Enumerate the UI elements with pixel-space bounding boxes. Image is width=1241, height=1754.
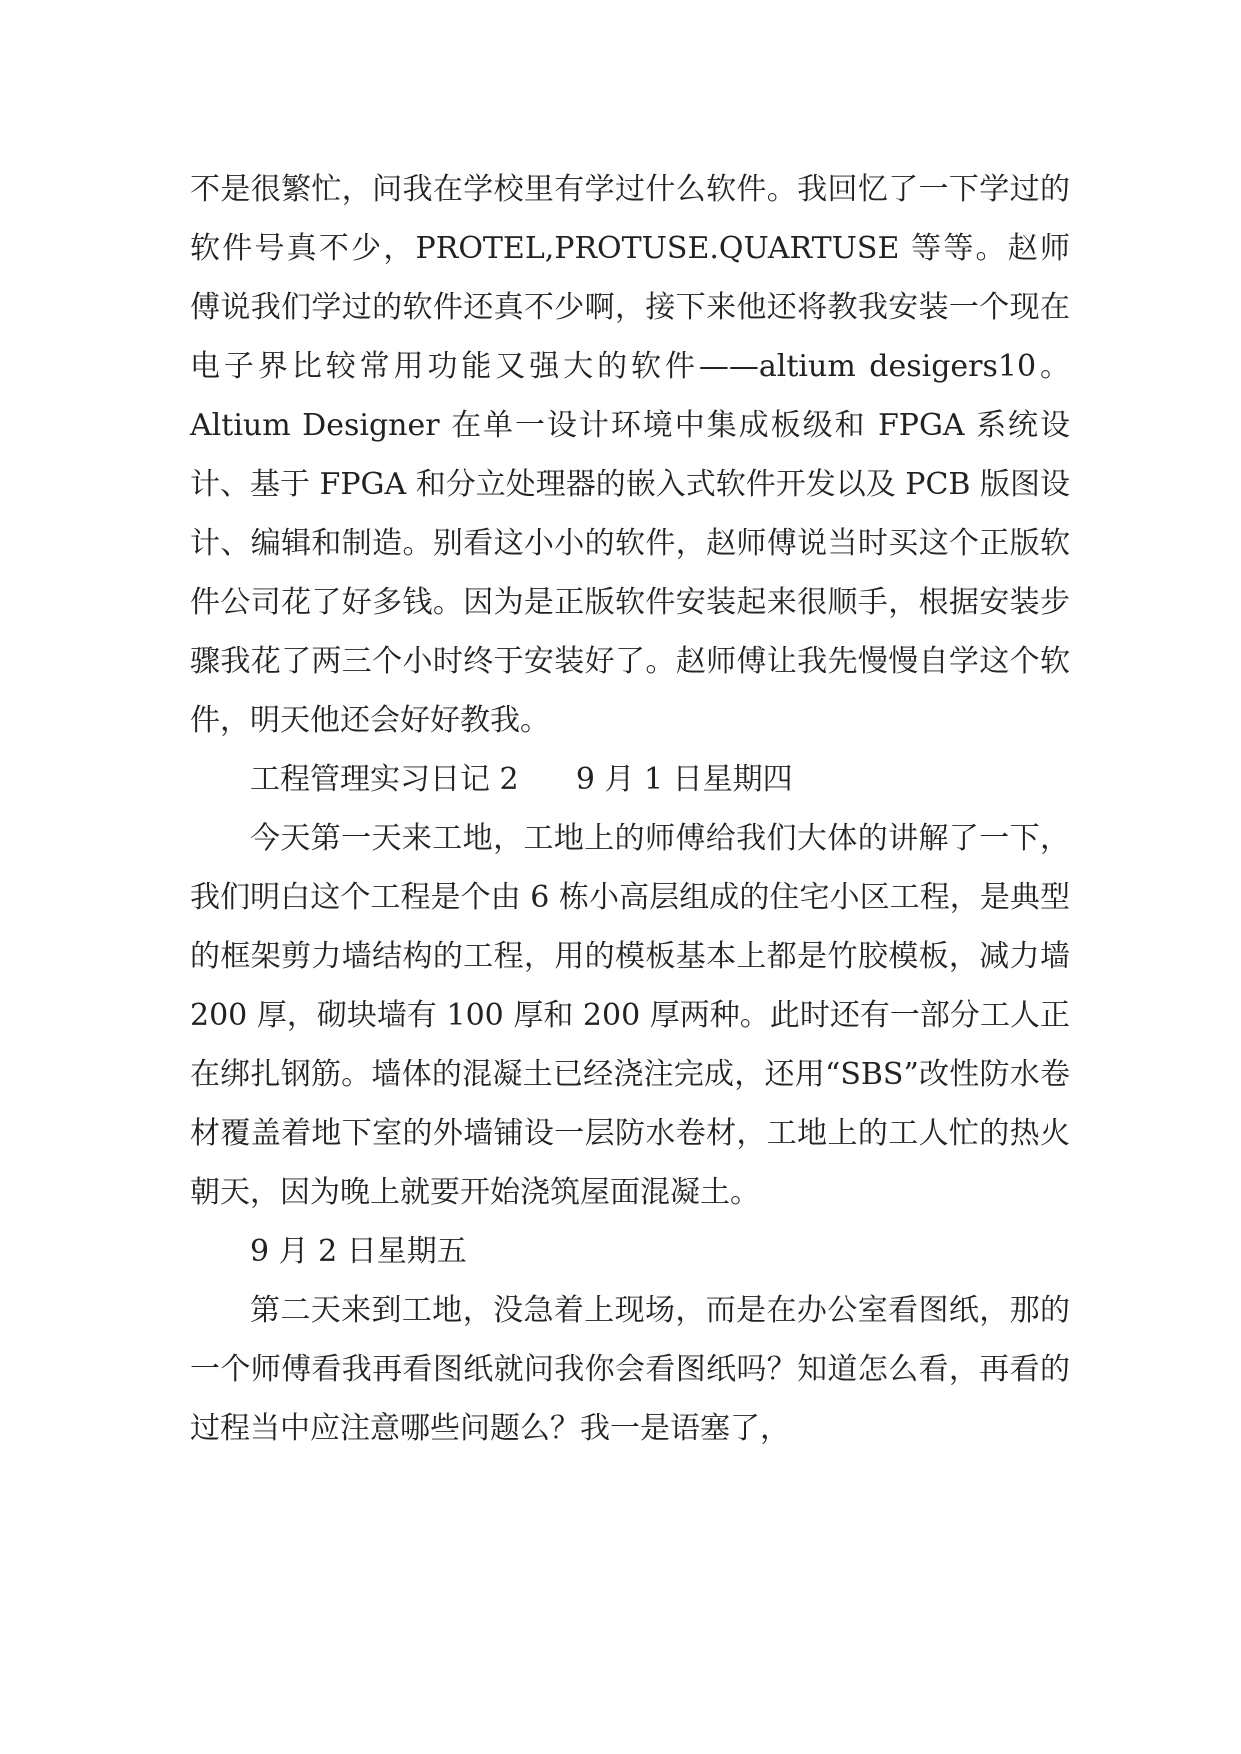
diary-heading [190,750,1070,809]
diary-title: 工程管理实习日记 2 [250,762,519,797]
paragraph-day-2: 第二天来到工地，没急着上现场，而是在办公室看图纸，那的一个师傅看我再看图纸就问我你会看图纸吗？知道怎么看，再看的过程当中应注意哪些问题么？我一是语塞了， [190,1293,1070,1446]
paragraph-day-1: 今天第一天来工地，工地上的师傅给我们大体的讲解了一下，我们明白这个工程是个由 6 栋小高层组成的住宅小区工程，是典型的框架剪力墙结构的工程，用的模板基本上都是竹胶模板，减力墙 200 厚，砌块墙有 100 厚和 200 厚两种。此时还有一部分工人正在绑扎钢筋。墙体的混凝土已经浇注完成，还用“SBS”改性防水卷材覆盖着地下室的外墙铺设一层防水卷材，工地上的工人忙的热火朝天，因为晚上就要开始浇筑屋面混凝土。 [190,821,1070,1210]
document-body [190,160,1070,1458]
paragraph-software: 不是很繁忙，问我在学校里有学过什么软件。我回忆了一下学过的软件号真不少，PROTEL,PROTUSE.QUARTUSE 等等。赵师傅说我们学过的软件还真不少啊，接下来他还将教我安装一个现在电子界比较常用功能又强大的软件——altium desigers10。Altium Designer 在单一设计环境中集成板级和 FPGA 系统设计、基于 FPGA 和分立处理器的嵌入式软件开发以及 PCB 版图设计、编辑和制造。别看这小小的软件，赵师傅说当时买这个正版软件公司花了好多钱。因为是正版软件安装起来很顺手，根据安装步骤我花了两三个小时终于安装好了。赵师傅让我先慢慢自学这个软件，明天他还会好好教我。 [190,172,1070,738]
diary-date-2: 9 月 2 日星期五 [250,1234,467,1269]
diary-date-1: 9 月 1 日星期四 [575,762,793,797]
